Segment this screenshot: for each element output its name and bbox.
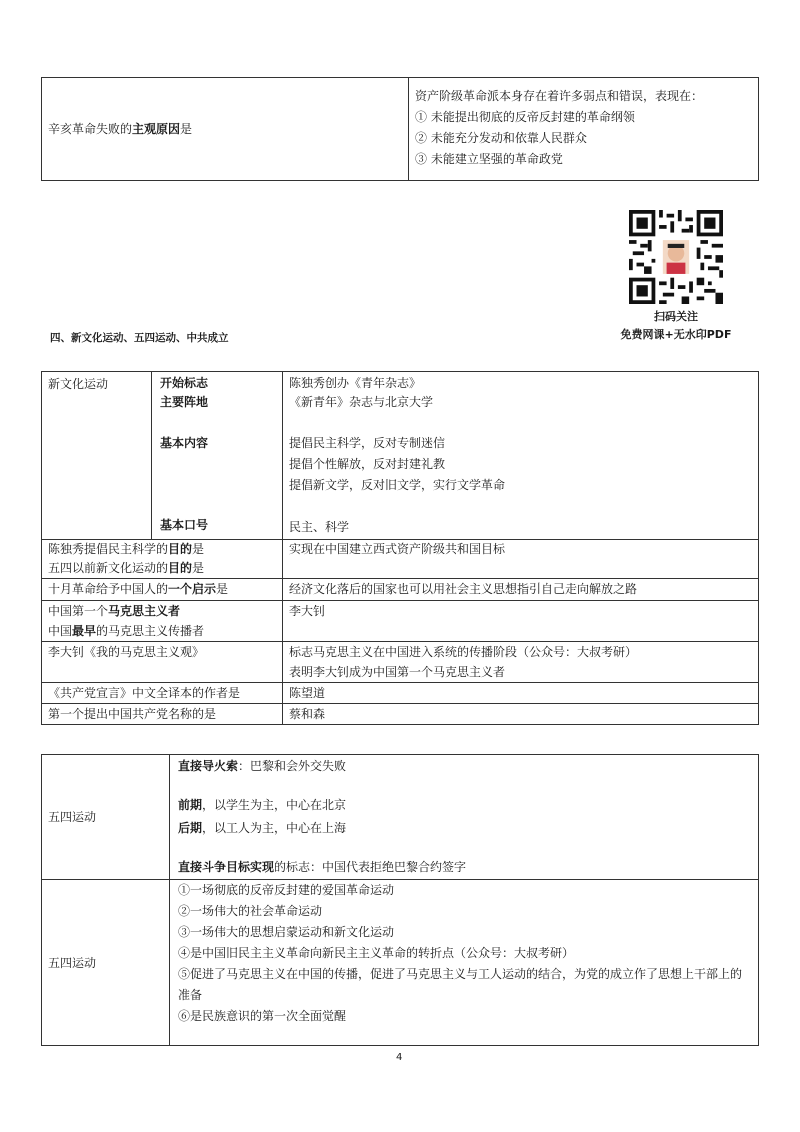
r3-value: 李大钊 (289, 604, 326, 618)
r5-label: 《共产党宣言》中文全译本的作者是 (48, 686, 241, 700)
goal-answer-cell (283, 540, 759, 579)
topic-label: 新文化运动 (48, 377, 109, 391)
table1-right-line: ② 未能充分发动和依靠人民群众 (415, 131, 587, 145)
qr-code-block (606, 206, 746, 346)
r2-value: 经济文化落后的国家也可以用社会主义思想指引自己走向解放之路 (289, 582, 638, 596)
significance-point: ⑤促进了马克思主义在中国的传播，促进了马克思主义与工人运动的结合，为党的成立作了思想上干部上的准备 (178, 967, 743, 1002)
goal-bold: 直接斗争目标实现 (178, 860, 275, 874)
party-name-question-cell (42, 704, 283, 725)
r2-pre: 十月革命给予中国人的 (48, 582, 169, 596)
may-fourth-significance-cell (170, 880, 759, 1046)
content-value: 提倡新文学，反对旧文学，实行文学革命 (289, 478, 506, 492)
may-fourth-detail-cell (170, 755, 759, 880)
significance-point: ①一场彻底的反帝反封建的爱国革命运动 (178, 883, 395, 897)
significance-point: ④是中国旧民主主义革命向新民主主义革命的转折点（公众号：大叔考研） (178, 946, 575, 960)
fuse-value: ：巴黎和会外交失败 (238, 759, 347, 773)
start-value: 陈独秀创办《青年杂志》 (289, 376, 422, 390)
r4-value2: 表明李大钊成为中国第一个马克思主义者 (289, 665, 506, 679)
start-label: 开始标志 (160, 376, 209, 390)
first-marxist-answer-cell (283, 601, 759, 642)
goal-value: 的标志：中国代表拒绝巴黎合约签字 (274, 860, 467, 874)
significance-point: ③一场伟大的思想启蒙运动和新文化运动 (178, 925, 395, 939)
party-name-answer-cell (283, 704, 759, 725)
goal-question-cell (42, 540, 283, 579)
content-value: 提倡个性解放，反对封建礼教 (289, 457, 446, 471)
r1-l1-pre: 陈独秀提倡民主科学的 (48, 542, 169, 556)
labels-cell (152, 372, 283, 540)
late-value: ，以工人为主，中心在上海 (202, 821, 347, 835)
october-answer-cell (283, 579, 759, 601)
early-value: ，以学生为主，中心在北京 (202, 798, 347, 812)
section-title: 四、新文化运动、五四运动、中共成立 (50, 332, 229, 344)
values-cell (283, 372, 759, 540)
r3-l2-post: 的马克思主义传播者 (96, 624, 205, 638)
r1-l1-post: 是 (192, 542, 205, 556)
table-xinhai-failure (41, 77, 759, 181)
r5-value: 陈望道 (289, 686, 326, 700)
r2-bold: 一个启示 (168, 582, 217, 596)
table-new-culture (41, 371, 759, 725)
content-value: 提倡民主科学，反对专制迷信 (289, 436, 446, 450)
late-bold: 后期 (178, 821, 203, 835)
table1-right-line: ① 未能提出彻底的反帝反封建的革命纲领 (415, 110, 635, 124)
may-fourth-label-cell-1 (42, 755, 170, 880)
base-value: 《新青年》杂志与北京大学 (289, 395, 434, 409)
table1-right-line: 资产阶级革命派本身存在着许多弱点和错误，表现在： (415, 89, 704, 103)
qr-caption-free: 免费网课+无水印PDF (620, 328, 732, 341)
table1-left-cell (42, 78, 409, 181)
slogan-label: 基本口号 (160, 518, 209, 532)
october-question-cell (42, 579, 283, 601)
topic-cell (42, 372, 152, 540)
r6-label: 第一个提出中国共产党名称的是 (48, 707, 217, 721)
may-fourth-label-2: 五四运动 (48, 955, 97, 970)
may-fourth-label-1: 五四运动 (48, 810, 97, 824)
may-fourth-label-cell-2 (42, 880, 170, 1046)
slogan-value: 民主、科学 (289, 520, 350, 534)
r1-l2-post: 是 (192, 561, 205, 575)
table1-left-pre: 辛亥革命失败的 (48, 122, 133, 136)
r4-label: 李大钊《我的马克思主义观》 (48, 645, 205, 659)
manifesto-answer-cell (283, 683, 759, 704)
r3-l2-pre: 中国 (48, 624, 73, 638)
table1-right-cell (409, 78, 759, 181)
table1-left-bold: 主观原因 (132, 122, 181, 136)
li-dazhao-article-answer-cell (283, 642, 759, 683)
r1-l2-bold: 目的 (168, 561, 193, 575)
r3-l1-pre: 中国第一个 (48, 604, 109, 618)
table1-left-post: 是 (180, 122, 193, 136)
manifesto-question-cell (42, 683, 283, 704)
table-may-fourth (41, 754, 759, 1046)
qr-caption-follow: 扫码关注 (654, 310, 698, 323)
base-label: 主要阵地 (160, 395, 209, 409)
r4-value1: 标志马克思主义在中国进入系统的传播阶段（公众号：大叔考研） (289, 645, 638, 659)
significance-point: ②一场伟大的社会革命运动 (178, 904, 323, 918)
r2-post: 是 (216, 582, 229, 596)
significance-point: ⑥是民族意识的第一次全面觉醒 (178, 1009, 347, 1023)
content-label: 基本内容 (160, 436, 209, 450)
r6-value: 蔡和森 (289, 707, 326, 721)
r1-value: 实现在中国建立西式资产阶级共和国目标 (289, 542, 506, 556)
li-dazhao-article-cell (42, 642, 283, 683)
table1-right-line: ③ 未能建立坚强的革命政党 (415, 152, 563, 166)
r3-l2-bold: 最早 (72, 624, 97, 638)
qr-code-icon (629, 210, 723, 304)
fuse-bold: 直接导火索 (178, 759, 239, 773)
early-bold: 前期 (178, 798, 203, 812)
page-number: 4 (396, 1052, 403, 1063)
r1-l2-pre: 五四以前新文化运动的 (48, 561, 169, 575)
r1-l1-bold: 目的 (168, 542, 193, 556)
r3-l1-bold: 马克思主义者 (108, 604, 181, 618)
first-marxist-question-cell (42, 601, 283, 642)
